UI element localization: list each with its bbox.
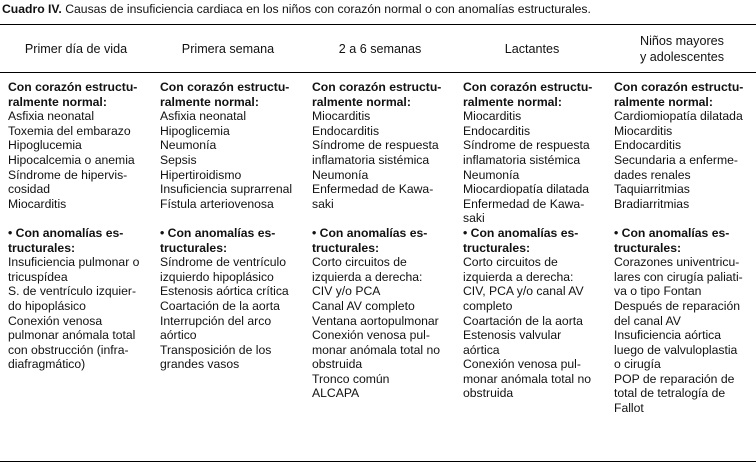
- list-item: Bradiarritmias: [614, 196, 690, 211]
- list-item: ALCAPA: [312, 386, 360, 401]
- section-heading: Con corazón estructu-: [312, 80, 442, 94]
- list-item: Insuficiencia pulmonar o: [8, 255, 140, 270]
- section-heading: tructurales:: [8, 240, 76, 255]
- list-item: Neumonía: [160, 138, 217, 153]
- section-heading: Con corazón estructu-: [463, 80, 593, 94]
- list-item: Después de reparación: [614, 298, 741, 313]
- section-heading: ralmente normal:: [614, 94, 713, 109]
- list-item: Corto circuitos de: [463, 255, 558, 270]
- list-item: Estenosis valvular: [463, 328, 562, 343]
- list-item: Hipertiroidismo: [160, 167, 242, 182]
- list-item: Transposición de los: [160, 342, 272, 357]
- header-lactantes: Lactantes: [504, 41, 560, 56]
- section-heading: ralmente normal:: [463, 94, 562, 109]
- list-item: o cirugía: [614, 357, 661, 372]
- list-item: Coartación de la aorta: [463, 313, 583, 328]
- section-heading: tructurales:: [312, 240, 380, 255]
- list-item: Miocardiopatía dilatada: [463, 182, 590, 197]
- list-item: izquierdo hipoplásico: [160, 269, 274, 284]
- list-item: saki: [312, 196, 334, 211]
- list-item: completo: [463, 298, 513, 313]
- list-item: con obstrucción (infra-: [8, 342, 129, 357]
- section-heading: • Con anomalías es-: [614, 225, 730, 240]
- list-item: Toxemia del embarazo: [8, 123, 131, 138]
- list-item: obstruida: [312, 357, 363, 372]
- column-lactantes: [463, 80, 607, 401]
- column-ninos-mayores: [614, 80, 754, 416]
- list-item: Interrupción del arco: [160, 313, 272, 328]
- section-heading: tructurales:: [160, 240, 228, 255]
- section-heading: ralmente normal:: [312, 94, 411, 109]
- list-item: Endocarditis: [463, 123, 531, 138]
- list-item: Endocarditis: [614, 138, 682, 153]
- header-ninos-mayores: Niños mayores y adolescentes: [639, 33, 724, 64]
- list-item: total de tetralogía de: [614, 386, 726, 401]
- list-item: Conexión venosa: [8, 313, 103, 328]
- list-item: Síndrome de respuesta: [312, 138, 439, 153]
- list-item: Secundaria a enferme-: [614, 152, 738, 167]
- list-item: Miocarditis: [614, 123, 673, 138]
- list-item: Ventana aortopulmonar: [312, 313, 439, 328]
- list-item: lares con cirugía paliati-: [614, 269, 743, 284]
- list-item: Miocarditis: [8, 196, 67, 211]
- list-item: Enfermedad de Kawa-: [463, 196, 585, 211]
- list-item: CIV, PCA y/o canal AV: [463, 284, 584, 299]
- caption-text: Causas de insuficiencia cardiaca en los niños con corazón normal o con anomalías estructurales.: [61, 2, 591, 16]
- list-item: Conexión venosa pul-: [463, 357, 581, 372]
- spacer: [160, 211, 304, 226]
- section-heading: Con corazón estructu-: [8, 80, 138, 94]
- list-item: Coartación de la aorta: [160, 298, 280, 313]
- list-item: aórtica: [463, 342, 500, 357]
- list-item: Hipocalcemia o anemia: [8, 152, 135, 167]
- list-item: Síndrome de respuesta: [463, 138, 590, 153]
- list-item: aórtico: [160, 328, 197, 343]
- list-item: Endocarditis: [312, 123, 380, 138]
- list-item: Estenosis aórtica crítica: [160, 284, 289, 299]
- header-rule: [0, 72, 756, 73]
- list-item: Asfixia neonatal: [8, 109, 95, 124]
- table-caption: [2, 2, 591, 16]
- list-item: Fallot: [614, 401, 644, 416]
- list-item: Fístula arteriovenosa: [160, 196, 274, 211]
- column-primer-dia: [8, 80, 152, 372]
- list-item: izquierda a derecha:: [463, 269, 574, 284]
- header-2-a-6-semanas: 2 a 6 semanas: [338, 41, 422, 56]
- section-heading: • Con anomalías es-: [312, 225, 428, 240]
- section-heading: • Con anomalías es-: [463, 225, 579, 240]
- list-item: grandes vasos: [160, 357, 240, 372]
- bottom-rule: [0, 461, 756, 462]
- list-item: Neumonía: [312, 167, 369, 182]
- list-item: Enfermedad de Kawa-: [312, 182, 434, 197]
- list-item: inflamatoria sistémica: [463, 152, 581, 167]
- spacer: [8, 211, 152, 226]
- list-item: dades renales: [614, 167, 691, 182]
- list-item: POP de reparación de: [614, 371, 735, 386]
- header-primer-dia: Primer día de vida: [24, 41, 128, 56]
- list-item: pulmonar anómala total: [8, 328, 136, 343]
- section-heading: • Con anomalías es-: [160, 225, 276, 240]
- list-item: va o tipo Fontan: [614, 284, 702, 299]
- list-item: obstruida: [463, 386, 514, 401]
- list-item: S. de ventrículo izquier-: [8, 284, 137, 299]
- list-item: monar anómala total no: [312, 342, 441, 357]
- list-item: Conexión venosa pul-: [312, 328, 430, 343]
- section-heading: ralmente normal:: [160, 94, 259, 109]
- list-item: Neumonía: [463, 167, 520, 182]
- list-item: Miocarditis: [463, 109, 522, 124]
- list-item: saki: [463, 211, 485, 226]
- list-item: inflamatoria sistémica: [312, 152, 430, 167]
- list-item: Síndrome de ventrículo: [160, 255, 287, 270]
- list-item: Síndrome de hipervis-: [8, 167, 128, 182]
- list-item: Insuficiencia suprarrenal: [160, 182, 293, 197]
- list-item: Corazones univentricu-: [614, 255, 740, 270]
- spacer: [312, 211, 456, 226]
- header-primera-semana: Primera semana: [181, 41, 275, 56]
- list-item: del canal AV: [614, 313, 681, 328]
- list-item: izquierda a derecha:: [312, 269, 423, 284]
- list-item: Taquiarritmias: [614, 182, 690, 197]
- list-item: Insuficiencia aórtica: [614, 328, 722, 343]
- section-heading: ralmente normal:: [8, 94, 107, 109]
- section-heading: Con corazón estructu-: [160, 80, 290, 94]
- section-heading: Con corazón estructu-: [614, 80, 744, 94]
- section-heading: tructurales:: [463, 240, 531, 255]
- list-item: monar anómala total no: [463, 371, 592, 386]
- section-heading: • Con anomalías es-: [8, 225, 124, 240]
- spacer: [614, 211, 754, 226]
- list-item: Hipoglicemia: [160, 123, 230, 138]
- list-item: Cardiomiopatía dilatada: [614, 109, 743, 124]
- list-item: do hipoplásico: [8, 298, 86, 313]
- caption-label: Cuadro IV.: [2, 2, 62, 16]
- section-heading: tructurales:: [614, 240, 682, 255]
- list-item: cosidad: [8, 182, 51, 197]
- list-item: tricuspídea: [8, 269, 68, 284]
- column-2-a-6-semanas: [312, 80, 456, 401]
- list-item: diafragmático): [8, 357, 86, 372]
- list-item: Tronco común: [312, 371, 390, 386]
- list-item: Hipoglucemia: [8, 138, 82, 153]
- list-item: Canal AV completo: [312, 298, 415, 313]
- list-item: Asfixia neonatal: [160, 109, 247, 124]
- list-item: Miocarditis: [312, 109, 371, 124]
- list-item: luego de valvuloplastia: [614, 342, 738, 357]
- list-item: CIV y/o PCA: [312, 284, 381, 299]
- list-item: Corto circuitos de: [312, 255, 407, 270]
- column-primera-semana: [160, 80, 304, 372]
- list-item: Sepsis: [160, 152, 197, 167]
